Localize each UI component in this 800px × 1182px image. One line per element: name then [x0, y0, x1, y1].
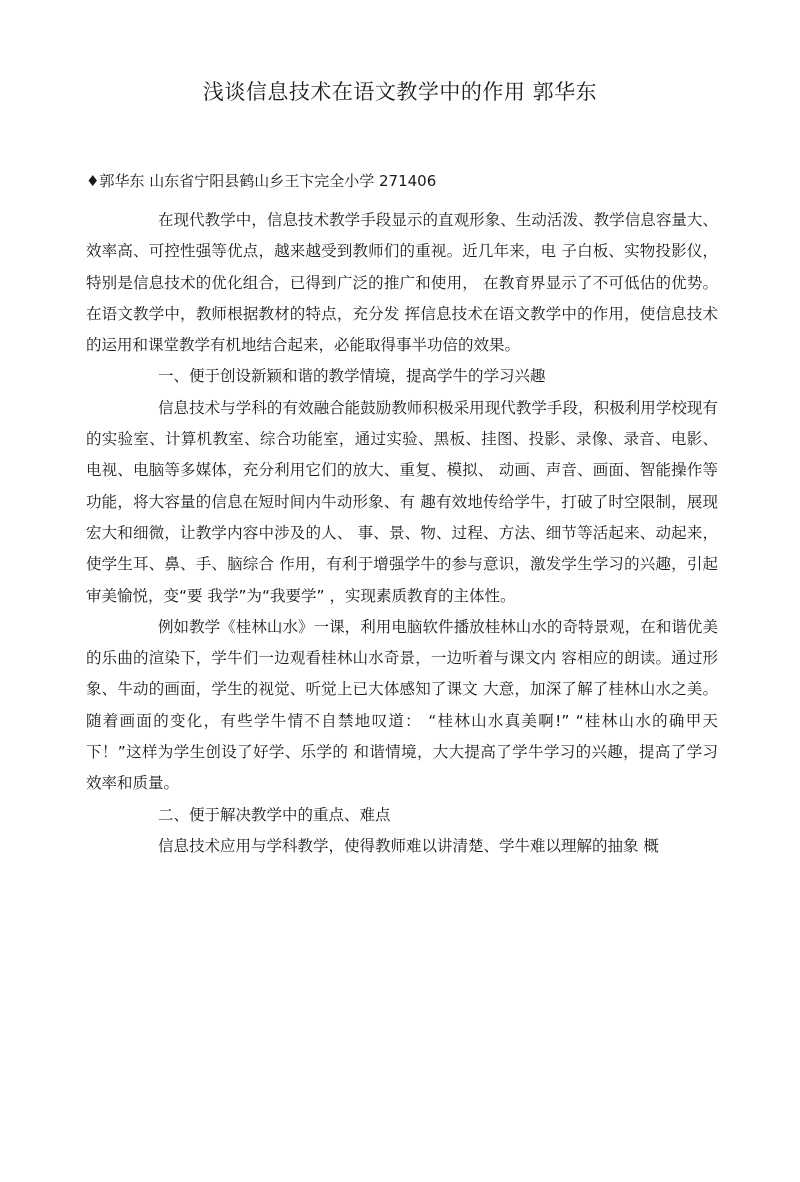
paragraph-section-1: 信息技术与学科的有效融合能鼓励教师积极采用现代教学手段，积极利用学校现有的实验室、计算机教室、综合功能室，通过实验、黑板、挂图、投影、录像、录音、电影、电视、电脑等多媒体，充分利用它们的放大、重复、模拟、 动画、声音、画面、智能操作等功能，将大容量的信息在短时间内牛动形象、有 趣有效地传给学牛，打破了时空限制，展现宏大和细微，让教学内容中涉及的人、 事、景、物、过程、方法、细节等活起来、动起来，使学生耳、鼻、手、脑综合 作用，有利于增强学牛的参与意识，激发学生学习的兴趣，引起审美愉悦，变“要 我学”为“我要学” ，实现素质教育的主体性。	[86, 398, 718, 605]
paragraph-section-2: 信息技术应用与学科教学，使得教师难以讲清楚、学牛难以理解的抽象 概	[158, 836, 659, 855]
paragraph-example: 例如教学《桂林山水》一课，利用电脑软件播放桂林山水的奇特景观，在和谐优美的乐曲的渲染下，学牛们一边观看桂林山水奇景，一边听着与课文内 容相应的朗读。通过形象、牛动的画面，学生的视觉、听觉上已大体感知了课文 大意，加深了解了桂林山水之美。随着画面的变化，有些学牛情不自禁地叹道： “桂林山水真美啊!” “桂林山水的确甲天下！”这样为学生创设了好学、乐学的 和谐情境，大大提高了学牛学习的兴趣，提高了学习效率和质量。	[86, 617, 718, 793]
paragraph-intro: 在现代教学中，信息技术教学手段显示的直观形象、生动活泼、教学信息容量大、效率高、可控性强等优点，越来越受到教师们的重视。近几年来，电 子白板、实物投影仪，特别是信息技术的优化组合，已得到广泛的推广和使用， 在教育界显示了不可低估的优势。在语文教学中，教师根据教材的特点，充分发 挥信息技术在语文教学中的作用，使信息技术的运用和课堂教学有机地结合起来，必能取得事半功倍的效果。	[86, 211, 718, 355]
author-line: ♦郭华东 山东省宁阳县鹤山乡王卞完全小学 271406	[86, 172, 437, 190]
section-heading-2: 二、便于解决教学中的重点、难点	[158, 805, 391, 824]
document-title: 浅谈信息技术在语文教学中的作用 郭华东	[202, 80, 598, 104]
section-heading-1: 一、便于创设新颖和谐的教学情境，提高学牛的学习兴趣	[158, 367, 546, 386]
document-body	[86, 205, 718, 862]
